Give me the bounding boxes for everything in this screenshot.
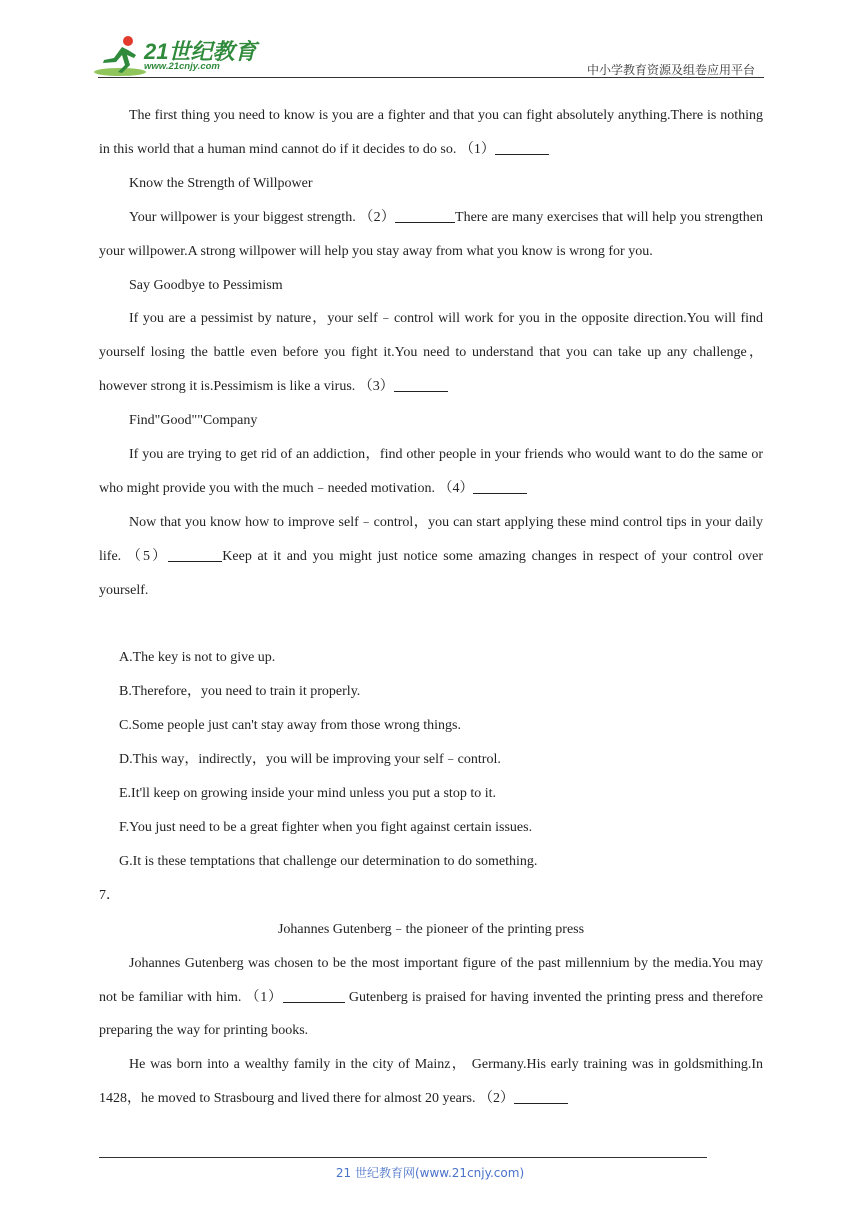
passage-paragraph-5: Now that you know how to improve self﹣control，you can start applying these mind control tips in your daily life. （5） Keep at it and you might just notice some amazing changes in respect of your control over yourself. — [99, 514, 764, 598]
answer-blank-2[interactable] — [395, 208, 455, 223]
page-footer: 21 世纪教育网(www.21cnjy.com) — [335, 1166, 525, 1180]
answer-blank-5[interactable] — [168, 547, 222, 562]
passage-paragraph-3: If you are a pessimist by nature，your self﹣control will work for you in the opposite direction.You will find yourself losing the battle even before you fight it.You need to understand that you can take up any challenge，however strong it is.Pessimism is like a virus. （3） — [99, 311, 763, 395]
option-c: C.Some people just can't stay away from those wrong things. — [119, 718, 461, 734]
section-heading-company: Find"Good""Company — [129, 413, 258, 429]
document-body — [99, 99, 763, 1116]
option-d: D.This way，indirectly，you will be improving your self﹣control. — [119, 752, 501, 768]
answer-blank-3[interactable] — [394, 377, 448, 392]
spacer — [99, 608, 763, 642]
option-b: B.Therefore，you need to train it properly. — [119, 684, 361, 700]
section-heading-willpower: Know the Strength of Willpower — [129, 175, 313, 191]
q7-paragraph-1: Johannes Gutenberg was chosen to be the most important figure of the past millennium by the media.You may not be familiar with him. （1） Gutenberg is praised for having invented the printing press and therefore preparing the way for printing books. — [99, 955, 763, 1039]
runner-logo-icon — [92, 34, 146, 78]
footer-divider — [99, 1157, 707, 1158]
passage-title: Johannes Gutenberg﹣the pioneer of the printing press — [277, 921, 585, 937]
answer-blank-1[interactable] — [495, 140, 549, 155]
answer-blank-4[interactable] — [473, 479, 527, 494]
passage-paragraph-4: If you are trying to get rid of an addiction，find other people in your friends who would want to do the same or who might provide you with the much﹣needed motivation. （4） — [99, 447, 763, 496]
logo-text: 21世纪教育 — [144, 39, 257, 64]
q7-answer-blank-1[interactable] — [283, 988, 345, 1003]
passage-paragraph-1: The first thing you need to know is you are a fighter and that you can fight absolutely anything.There is nothing in this world that a human mind cannot do if it decides to do so. （1） — [99, 108, 763, 157]
section-heading-pessimism: Say Goodbye to Pessimism — [129, 277, 283, 293]
q7-answer-blank-2[interactable] — [514, 1089, 568, 1104]
logo-url: www.21cnjy.com — [144, 61, 220, 72]
page-header — [0, 0, 860, 80]
option-g: G.It is these temptations that challenge our determination to do something. — [119, 853, 538, 869]
option-f: F.You just need to be a great fighter when you fight against certain issues. — [119, 820, 533, 836]
passage-paragraph-2: Your willpower is your biggest strength. （2） There are many exercises that will help you strengthen your willpower.A strong willpower will help you stay away from what you know is wrong for you. — [99, 209, 763, 259]
option-e: E.It'll keep on growing inside your mind unless you put a stop to it. — [119, 786, 496, 802]
site-logo — [92, 34, 262, 78]
option-a: A.The key is not to give up. — [119, 650, 276, 666]
question-number: 7． — [99, 887, 120, 903]
platform-name: 中小学教育资源及组卷应用平台 — [586, 63, 755, 77]
header-divider — [98, 77, 764, 78]
q7-paragraph-2: He was born into a wealthy family in the city of Mainz， Germany.His early training was in goldsmithing.In 1428，he moved to Strasbourg and lived there for almost 20 years. （2） — [99, 1057, 763, 1107]
